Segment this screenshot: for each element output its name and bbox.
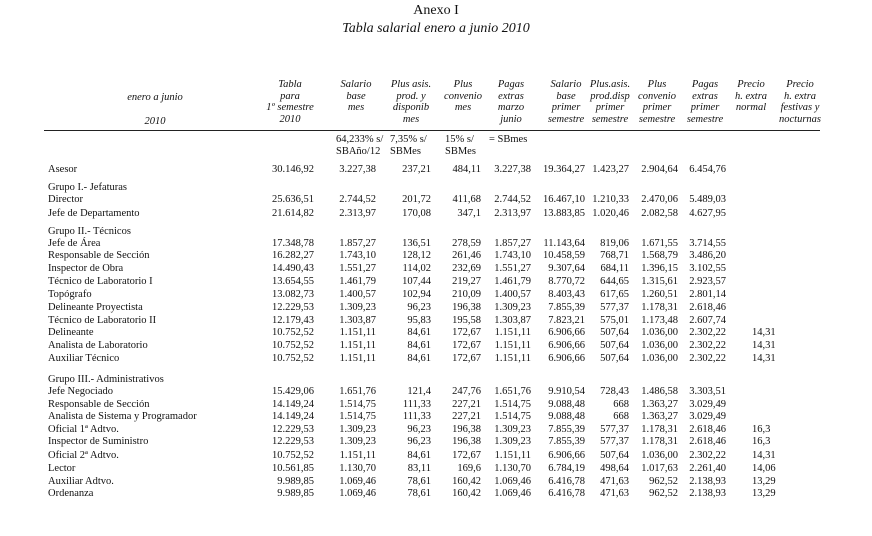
row-label: Delineante	[48, 327, 94, 338]
cell-plus-conv: 227,21	[452, 399, 481, 410]
cell-tabla: 16.282,27	[272, 250, 314, 261]
header-plus-convenio-mes: Plus convenio mes	[444, 79, 482, 113]
cell-salario: 1.309,23	[339, 302, 376, 313]
cell-plus-asis: 136,51	[402, 238, 431, 249]
cell-salario: 1.857,27	[339, 238, 376, 249]
cell-plus-conv-sem: 1.568,79	[641, 250, 678, 261]
cell-salario: 1.151,11	[339, 327, 376, 338]
cell-tabla: 10.752,52	[272, 327, 314, 338]
header-precio-festivas: Precio h. extra festivas y nocturnas	[779, 79, 821, 125]
cell-pagas: 1.069,46	[494, 476, 531, 487]
group-heading: Grupo I.- Jefaturas	[48, 182, 128, 193]
cell-pagas-sem: 4.627,95	[689, 208, 726, 219]
header-rule	[44, 130, 820, 131]
cell-plus-asis-sem: 819,06	[600, 238, 629, 249]
cell-precio-hora-extra: 16,3	[752, 424, 771, 435]
cell-plus-asis: 84,61	[407, 450, 431, 461]
row-label: Asesor	[48, 164, 78, 175]
cell-plus-conv: 484,11	[452, 164, 481, 175]
header-precio-hora-extra: Precio h. extra normal	[734, 79, 768, 113]
cell-plus-conv-sem: 1.363,27	[641, 411, 678, 422]
cell-salario-sem: 16.467,10	[543, 194, 585, 205]
cell-salario: 1.309,23	[339, 424, 376, 435]
row-label: Ordenanza	[48, 488, 94, 499]
cell-plus-asis-sem: 1.020,46	[592, 208, 629, 219]
header-tabla: Tabla para 1º semestre 2010	[266, 79, 314, 125]
cell-plus-conv-sem: 2.082,58	[641, 208, 678, 219]
row-label: Auxiliar Técnico	[48, 353, 120, 364]
cell-plus-asis-sem: 1.423,27	[592, 164, 629, 175]
cell-plus-conv-sem: 962,52	[649, 488, 678, 499]
cell-plus-asis: 111,33	[402, 411, 431, 422]
cell-plus-conv-sem: 2.470,06	[641, 194, 678, 205]
cell-tabla: 9.989,85	[277, 488, 314, 499]
cell-pagas-sem: 2.261,40	[689, 463, 726, 474]
cell-plus-conv: 278,59	[452, 238, 481, 249]
cell-plus-conv-sem: 962,52	[649, 476, 678, 487]
cell-salario-sem: 11.143,64	[543, 238, 585, 249]
cell-plus-conv: 172,67	[452, 450, 481, 461]
cell-salario-sem: 6.784,19	[548, 463, 585, 474]
cell-plus-conv-sem: 1.036,00	[641, 450, 678, 461]
cell-tabla: 13.082,73	[272, 289, 314, 300]
header-pagas-semestre: Pagas extras primer semestre	[686, 79, 724, 125]
cell-plus-asis: 84,61	[407, 327, 431, 338]
cell-salario-sem: 6.906,66	[548, 353, 585, 364]
cell-precio-hora-extra: 14,31	[752, 340, 776, 351]
cell-salario: 1.400,57	[339, 289, 376, 300]
cell-salario: 1.309,23	[339, 436, 376, 447]
cell-pagas-sem: 3.029,49	[689, 411, 726, 422]
cell-pagas: 2.313,97	[494, 208, 531, 219]
cell-plus-conv: 227,21	[452, 411, 481, 422]
cell-salario-sem: 9.088,48	[548, 399, 585, 410]
cell-salario: 1.461,79	[339, 276, 376, 287]
cell-plus-conv: 261,46	[452, 250, 481, 261]
cell-precio-hora-extra: 14,31	[752, 327, 776, 338]
cell-salario: 2.313,97	[339, 208, 376, 219]
row-label: Oficial 1ª Adtvo.	[48, 424, 119, 435]
cell-pagas: 1.309,23	[494, 302, 531, 313]
cell-plus-asis-sem: 575,01	[600, 315, 629, 326]
cell-plus-asis-sem: 728,43	[600, 386, 629, 397]
cell-salario-sem: 8.403,43	[548, 289, 585, 300]
cell-tabla: 10.752,52	[272, 340, 314, 351]
cell-plus-conv-sem: 1.178,31	[641, 424, 678, 435]
cell-plus-conv-sem: 1.036,00	[641, 327, 678, 338]
cell-pagas-sem: 3.303,51	[689, 386, 726, 397]
cell-plus-asis: 84,61	[407, 340, 431, 351]
cell-pagas-sem: 2.618,46	[689, 302, 726, 313]
cell-pagas-sem: 2.138,93	[689, 488, 726, 499]
row-label: Jefe Negociado	[48, 386, 114, 397]
cell-plus-conv-sem: 1.671,55	[641, 238, 678, 249]
cell-plus-conv: 172,67	[452, 353, 481, 364]
row-label: Jefe de Departamento	[48, 208, 140, 219]
cell-pagas-sem: 5.489,03	[689, 194, 726, 205]
cell-pagas: 1.461,79	[494, 276, 531, 287]
header-plus-asis-mes: Plus asis. prod. y disponib mes	[390, 79, 432, 125]
cell-precio-hora-extra: 16,3	[752, 436, 771, 447]
note-salario: 64,233% s/ SBAño/12	[336, 134, 384, 157]
cell-tabla: 25.636,51	[272, 194, 314, 205]
cell-salario-sem: 19.364,27	[543, 164, 585, 175]
header-pagas-extras: Pagas extras marzo junio	[497, 79, 525, 125]
cell-pagas-sem: 2.302,22	[689, 353, 726, 364]
cell-salario-sem: 9.088,48	[548, 411, 585, 422]
cell-plus-conv-sem: 1.363,27	[641, 399, 678, 410]
row-label: Analista de Sistema y Programador	[48, 411, 197, 422]
cell-plus-conv-sem: 2.904,64	[641, 164, 678, 175]
cell-pagas: 1.303,87	[494, 315, 531, 326]
cell-salario-sem: 13.883,85	[543, 208, 585, 219]
cell-salario-sem: 6.906,66	[548, 340, 585, 351]
cell-pagas-sem: 2.302,22	[689, 327, 726, 338]
cell-tabla: 12.179,43	[272, 315, 314, 326]
cell-plus-conv-sem: 1.173,48	[641, 315, 678, 326]
cell-tabla: 21.614,82	[272, 208, 314, 219]
cell-plus-conv: 232,69	[452, 263, 481, 274]
header-plus-asis-semestre: Plus.asis. prod.disp primer semestre	[589, 79, 631, 125]
cell-pagas-sem: 3.102,55	[689, 263, 726, 274]
note-pagas: = SBmes	[489, 134, 528, 145]
cell-salario: 1.303,87	[339, 315, 376, 326]
cell-pagas: 1.151,11	[494, 353, 531, 364]
cell-salario: 1.651,76	[339, 386, 376, 397]
cell-salario-sem: 9.307,64	[548, 263, 585, 274]
cell-pagas: 1.743,10	[494, 250, 531, 261]
cell-tabla: 10.561,85	[272, 463, 314, 474]
cell-salario: 1.514,75	[339, 411, 376, 422]
row-label: Técnico de Laboratorio I	[48, 276, 153, 287]
cell-plus-asis-sem: 684,11	[600, 263, 629, 274]
cell-pagas: 1.857,27	[494, 238, 531, 249]
cell-plus-asis-sem: 507,64	[600, 450, 629, 461]
cell-tabla: 12.229,53	[272, 302, 314, 313]
cell-salario: 1.130,70	[339, 463, 376, 474]
cell-plus-conv: 195,58	[452, 315, 481, 326]
header-plus-convenio-semestre: Plus convenio primer semestre	[638, 79, 676, 125]
cell-salario: 1.069,46	[339, 476, 376, 487]
row-label: Topógrafo	[48, 289, 92, 300]
cell-salario: 1.151,11	[339, 353, 376, 364]
cell-plus-asis-sem: 577,37	[600, 424, 629, 435]
cell-plus-asis: 96,23	[407, 302, 431, 313]
cell-salario-sem: 10.458,59	[543, 250, 585, 261]
cell-plus-conv: 172,67	[452, 340, 481, 351]
cell-pagas: 1.551,27	[494, 263, 531, 274]
cell-precio-hora-extra: 13,29	[752, 488, 776, 499]
cell-plus-asis: 201,72	[402, 194, 431, 205]
cell-plus-asis-sem: 577,37	[600, 436, 629, 447]
cell-plus-asis-sem: 617,65	[600, 289, 629, 300]
cell-pagas: 1.651,76	[494, 386, 531, 397]
cell-plus-conv: 169,6	[457, 463, 481, 474]
header-period-line2: 2010	[144, 116, 166, 127]
cell-plus-conv: 172,67	[452, 327, 481, 338]
cell-pagas-sem: 2.138,93	[689, 476, 726, 487]
cell-plus-asis-sem: 471,63	[600, 476, 629, 487]
cell-plus-asis: 107,44	[402, 276, 431, 287]
cell-pagas: 1.069,46	[494, 488, 531, 499]
cell-plus-conv: 411,68	[452, 194, 481, 205]
header-salario-base-mes: Salario base mes	[340, 79, 372, 113]
cell-plus-conv-sem: 1.315,61	[641, 276, 678, 287]
cell-plus-conv: 247,76	[452, 386, 481, 397]
cell-plus-asis: 121,4	[407, 386, 431, 397]
cell-plus-conv-sem: 1.036,00	[641, 340, 678, 351]
cell-plus-conv-sem: 1.486,58	[641, 386, 678, 397]
cell-plus-asis-sem: 471,63	[600, 488, 629, 499]
cell-pagas: 3.227,38	[494, 164, 531, 175]
cell-tabla: 30.146,92	[272, 164, 314, 175]
cell-plus-asis-sem: 577,37	[600, 302, 629, 313]
cell-pagas: 1.309,23	[494, 424, 531, 435]
cell-plus-asis: 84,61	[407, 353, 431, 364]
cell-salario-sem: 6.906,66	[548, 327, 585, 338]
cell-tabla: 9.989,85	[277, 476, 314, 487]
cell-plus-conv: 196,38	[452, 424, 481, 435]
cell-tabla: 14.490,43	[272, 263, 314, 274]
cell-plus-conv-sem: 1.260,51	[641, 289, 678, 300]
cell-salario: 3.227,38	[339, 164, 376, 175]
group-heading: Grupo III.- Administrativos	[48, 374, 164, 385]
cell-plus-asis: 83,11	[407, 463, 431, 474]
cell-pagas-sem: 2.302,22	[689, 340, 726, 351]
row-label: Inspector de Suministro	[48, 436, 149, 447]
cell-plus-asis-sem: 507,64	[600, 353, 629, 364]
cell-plus-asis-sem: 498,64	[600, 463, 629, 474]
row-label: Responsable de Sección	[48, 399, 150, 410]
cell-plus-conv: 160,42	[452, 476, 481, 487]
group-heading: Grupo II.- Técnicos	[48, 226, 131, 237]
cell-pagas: 1.151,11	[494, 450, 531, 461]
cell-plus-conv: 160,42	[452, 488, 481, 499]
cell-tabla: 10.752,52	[272, 353, 314, 364]
cell-pagas-sem: 2.801,14	[689, 289, 726, 300]
cell-plus-conv: 196,38	[452, 436, 481, 447]
cell-tabla: 17.348,78	[272, 238, 314, 249]
cell-precio-hora-extra: 14,31	[752, 450, 776, 461]
cell-plus-conv-sem: 1.396,15	[641, 263, 678, 274]
cell-plus-asis-sem: 507,64	[600, 327, 629, 338]
cell-pagas: 1.400,57	[494, 289, 531, 300]
cell-salario-sem: 7.855,39	[548, 424, 585, 435]
cell-salario-sem: 6.416,78	[548, 476, 585, 487]
cell-plus-asis: 102,94	[402, 289, 431, 300]
cell-plus-asis-sem: 1.210,33	[592, 194, 629, 205]
cell-pagas: 1.151,11	[494, 340, 531, 351]
cell-plus-asis: 237,21	[402, 164, 431, 175]
note-plus-asis: 7,35% s/ SBMes	[390, 134, 427, 157]
cell-plus-asis: 78,61	[407, 488, 431, 499]
cell-tabla: 12.229,53	[272, 436, 314, 447]
cell-tabla: 15.429,06	[272, 386, 314, 397]
cell-plus-conv: 210,09	[452, 289, 481, 300]
cell-salario-sem: 8.770,72	[548, 276, 585, 287]
cell-salario: 1.069,46	[339, 488, 376, 499]
cell-precio-hora-extra: 14,31	[752, 353, 776, 364]
header-salario-semestre: Salario base primer semestre	[547, 79, 585, 125]
cell-plus-asis: 96,23	[407, 424, 431, 435]
row-label: Director	[48, 194, 83, 205]
row-label: Técnico de Laboratorio II	[48, 315, 157, 326]
cell-pagas-sem: 2.618,46	[689, 424, 726, 435]
cell-pagas: 1.309,23	[494, 436, 531, 447]
cell-salario: 1.151,11	[339, 340, 376, 351]
row-label: Jefe de Área	[48, 238, 101, 249]
cell-pagas: 1.130,70	[494, 463, 531, 474]
cell-salario-sem: 7.855,39	[548, 436, 585, 447]
cell-pagas-sem: 2.302,22	[689, 450, 726, 461]
cell-plus-asis: 95,83	[407, 315, 431, 326]
cell-tabla: 14.149,24	[272, 411, 314, 422]
cell-pagas: 1.514,75	[494, 411, 531, 422]
row-label: Delineante Proyectista	[48, 302, 143, 313]
cell-plus-asis: 170,08	[402, 208, 431, 219]
cell-plus-asis: 114,02	[402, 263, 431, 274]
row-label: Responsable de Sección	[48, 250, 150, 261]
cell-salario-sem: 6.906,66	[548, 450, 585, 461]
cell-pagas: 1.514,75	[494, 399, 531, 410]
cell-salario: 1.743,10	[339, 250, 376, 261]
cell-salario-sem: 9.910,54	[548, 386, 585, 397]
note-plus-convenio: 15% s/ SBMes	[445, 134, 476, 157]
cell-salario-sem: 7.823,21	[548, 315, 585, 326]
cell-salario-sem: 6.416,78	[548, 488, 585, 499]
cell-pagas-sem: 3.486,20	[689, 250, 726, 261]
cell-plus-conv: 347,1	[457, 208, 481, 219]
cell-plus-asis-sem: 507,64	[600, 340, 629, 351]
cell-salario: 1.151,11	[339, 450, 376, 461]
cell-pagas-sem: 2.607,74	[689, 315, 726, 326]
cell-salario: 2.744,52	[339, 194, 376, 205]
page-title: Anexo I	[413, 3, 459, 18]
cell-tabla: 10.752,52	[272, 450, 314, 461]
cell-tabla: 12.229,53	[272, 424, 314, 435]
cell-pagas: 1.151,11	[494, 327, 531, 338]
cell-tabla: 13.654,55	[272, 276, 314, 287]
cell-plus-conv-sem: 1.017,63	[641, 463, 678, 474]
cell-plus-asis-sem: 768,71	[600, 250, 629, 261]
cell-plus-asis: 78,61	[407, 476, 431, 487]
cell-plus-conv-sem: 1.036,00	[641, 353, 678, 364]
cell-plus-conv-sem: 1.178,31	[641, 436, 678, 447]
cell-pagas-sem: 3.029,49	[689, 399, 726, 410]
cell-salario-sem: 7.855,39	[548, 302, 585, 313]
cell-pagas-sem: 6.454,76	[689, 164, 726, 175]
page-subtitle: Tabla salarial enero a junio 2010	[342, 21, 530, 36]
cell-plus-conv: 196,38	[452, 302, 481, 313]
cell-plus-asis-sem: 668	[613, 411, 629, 422]
row-label: Oficial 2ª Adtvo.	[48, 450, 119, 461]
cell-plus-asis: 111,33	[402, 399, 431, 410]
cell-plus-asis-sem: 668	[613, 399, 629, 410]
cell-pagas-sem: 3.714,55	[689, 238, 726, 249]
row-label: Lector	[48, 463, 76, 474]
cell-plus-asis-sem: 644,65	[600, 276, 629, 287]
cell-plus-asis: 96,23	[407, 436, 431, 447]
cell-salario: 1.514,75	[339, 399, 376, 410]
cell-plus-conv-sem: 1.178,31	[641, 302, 678, 313]
row-label: Inspector de Obra	[48, 263, 124, 274]
cell-tabla: 14.149,24	[272, 399, 314, 410]
row-label: Analista de Laboratorio	[48, 340, 148, 351]
row-label: Auxiliar Adtvo.	[48, 476, 114, 487]
cell-pagas: 2.744,52	[494, 194, 531, 205]
header-period-line1: enero a junio	[127, 92, 183, 103]
cell-plus-conv: 219,27	[452, 276, 481, 287]
cell-pagas-sem: 2.923,57	[689, 276, 726, 287]
cell-plus-asis: 128,12	[402, 250, 431, 261]
cell-pagas-sem: 2.618,46	[689, 436, 726, 447]
cell-precio-hora-extra: 13,29	[752, 476, 776, 487]
cell-salario: 1.551,27	[339, 263, 376, 274]
cell-precio-hora-extra: 14,06	[752, 463, 776, 474]
